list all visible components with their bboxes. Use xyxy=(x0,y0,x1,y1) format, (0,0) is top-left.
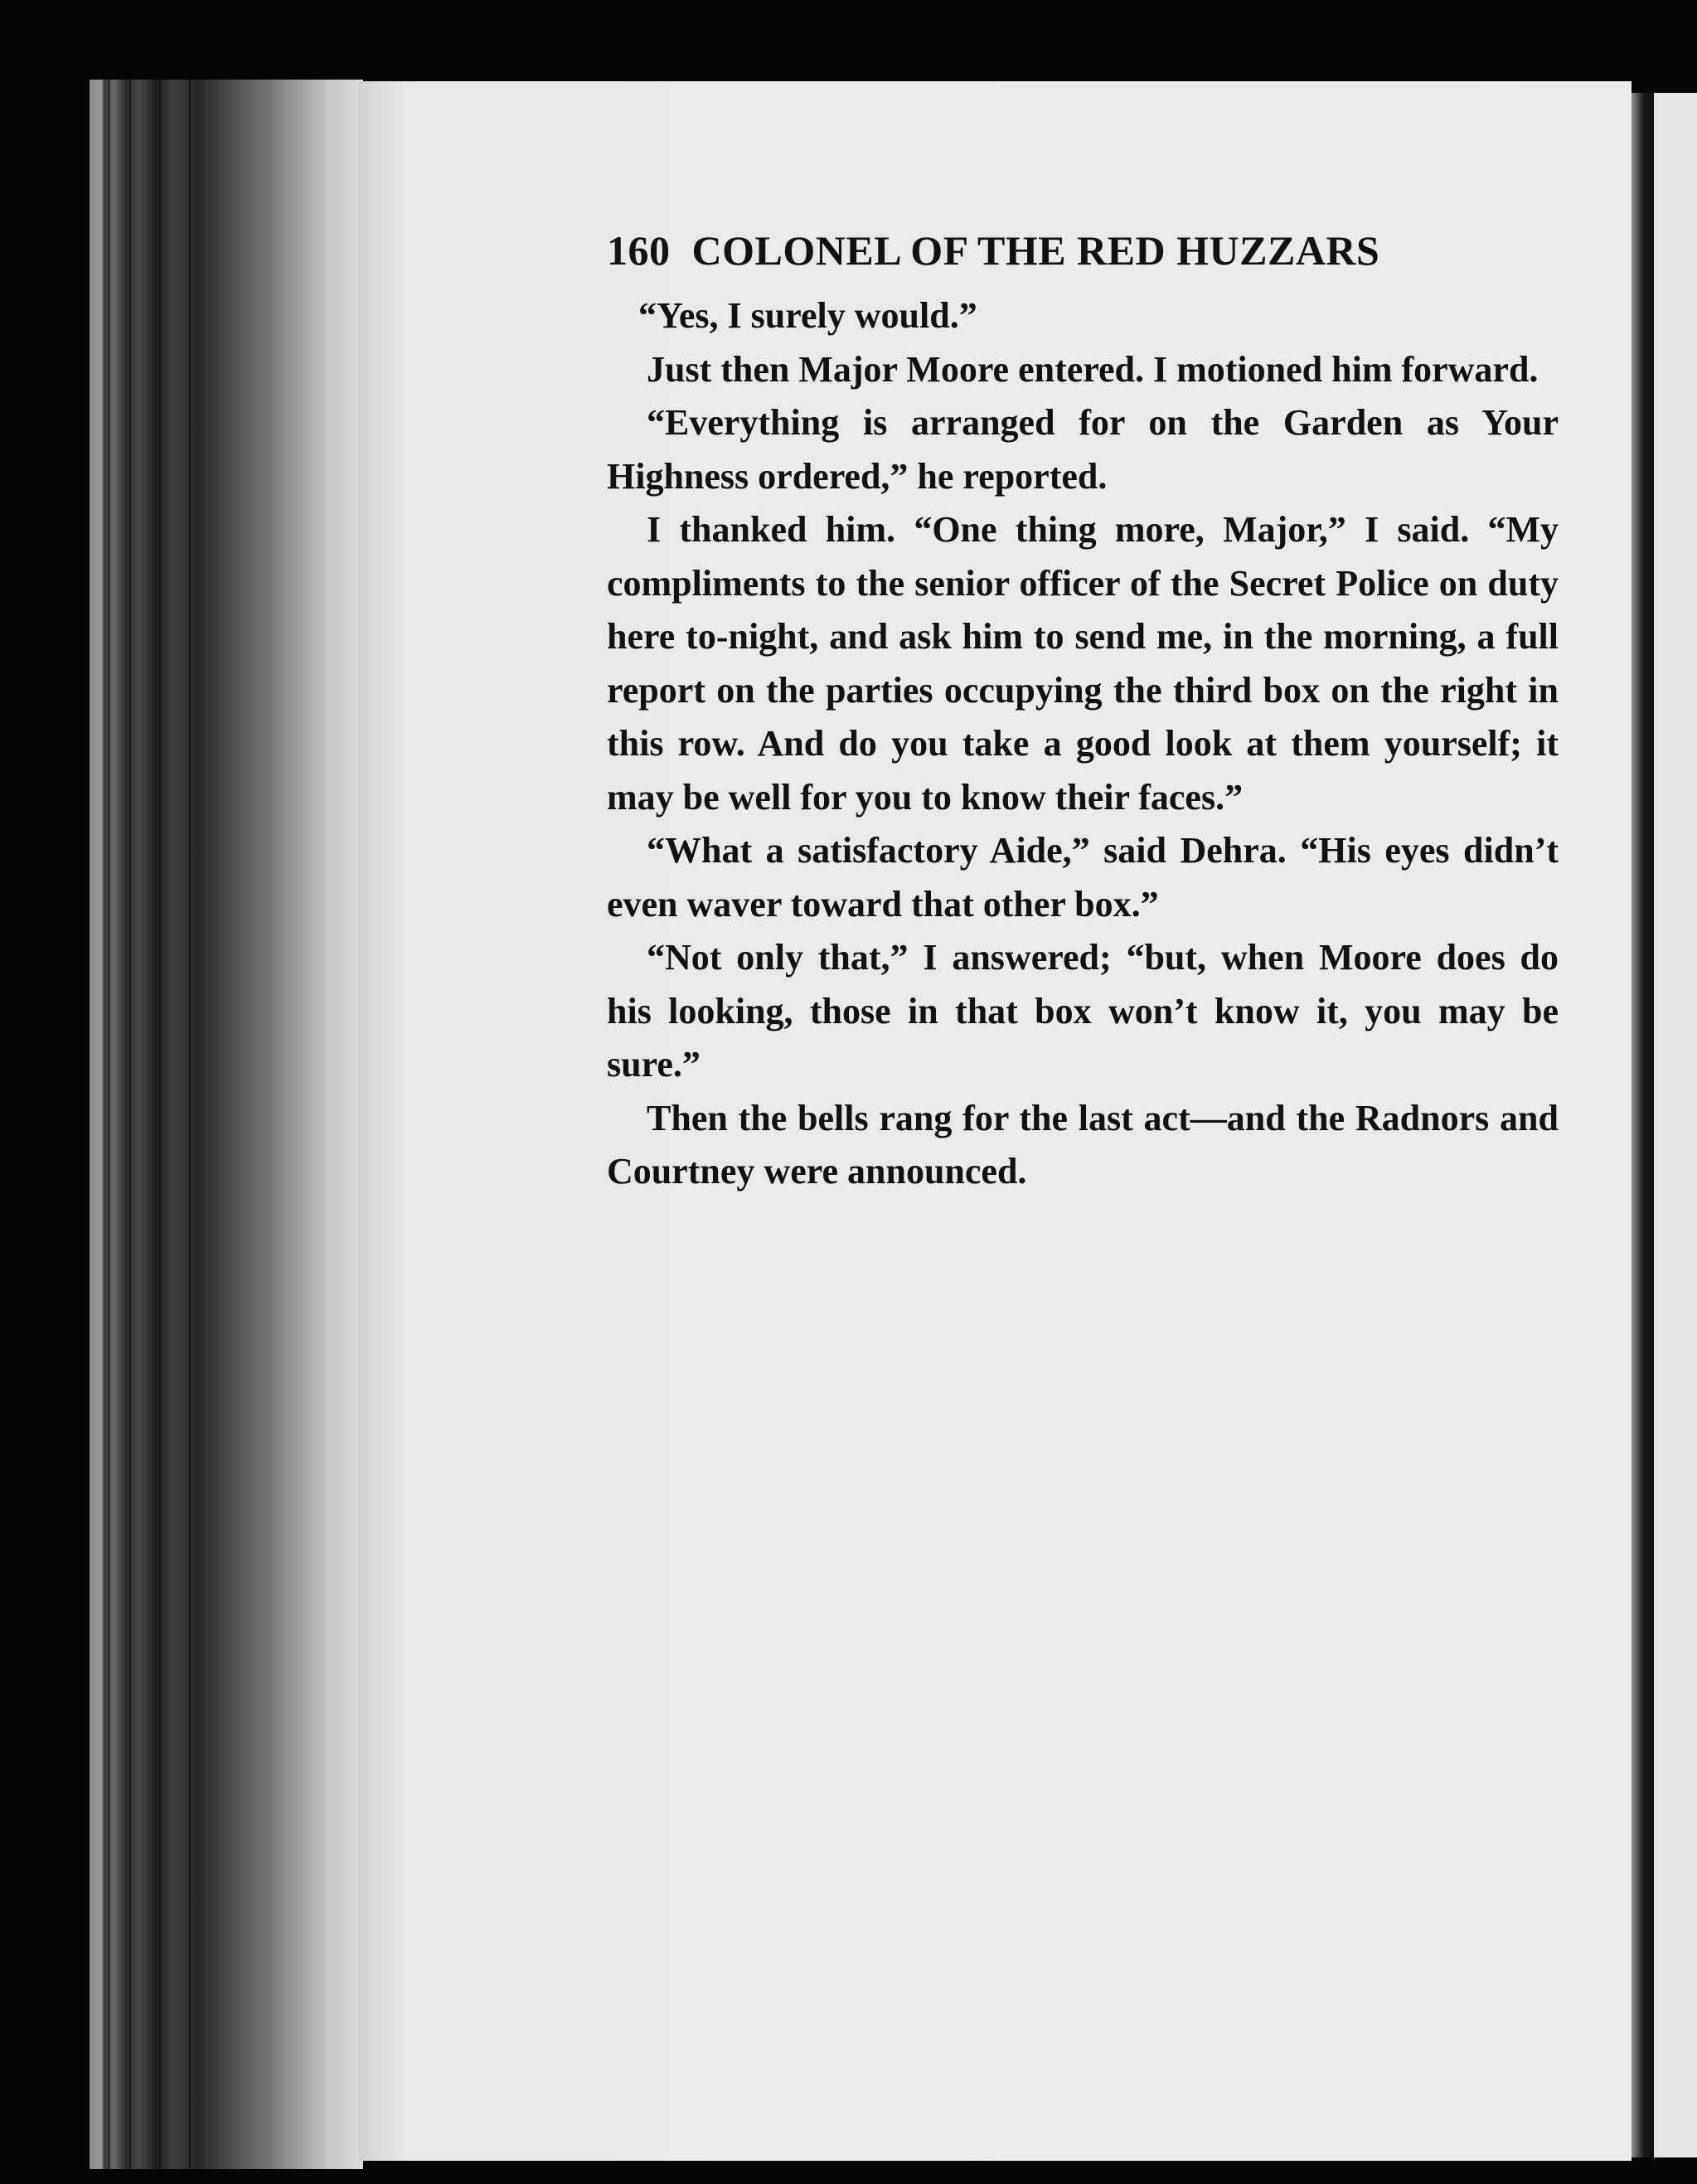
book-title: COLONEL OF THE RED HUZZARS xyxy=(691,227,1380,274)
paragraph: “Everything is arranged for on the Garden as Your Highness ordered,” he reported. xyxy=(607,402,1559,497)
paragraph: “Not only that,” I answered; “but, when Moore does do his looking, those in that box won’t know it, you may be sure.” xyxy=(607,937,1559,1085)
paragraph: I thanked him. “One thing more, Major,” I said. “My compliments to the senior officer of the Secret Police on duty here to-night, and ask him to send me, in the morning, a full report on the parties occupying the third box on the right in this row. And do you take a good look at them yourself; it may be well for you to know their faces.” xyxy=(607,509,1559,818)
page-content xyxy=(607,226,1559,1199)
page-edge-line xyxy=(129,80,131,2169)
paragraph: “What a satisfactory Aide,” said Dehra. “His eyes didn’t even waver toward that other box.” xyxy=(607,830,1559,925)
page-edge-line xyxy=(159,80,161,2169)
book-page xyxy=(358,81,1632,2161)
page-number: 160 xyxy=(607,227,671,274)
paragraph: Just then Major Moore entered. I motioned him forward. xyxy=(647,348,1539,390)
running-head xyxy=(607,226,1559,274)
page-block-edge xyxy=(90,80,363,2169)
paragraph: Then the bells rang for the last act—and the Radnors and Courtney were announced. xyxy=(607,1097,1559,1191)
page-edge-line xyxy=(189,80,191,2169)
paragraph: “Yes, I surely would.” xyxy=(638,295,977,336)
page-edge-line xyxy=(108,80,109,2169)
facing-page-edge xyxy=(1654,93,1697,2157)
